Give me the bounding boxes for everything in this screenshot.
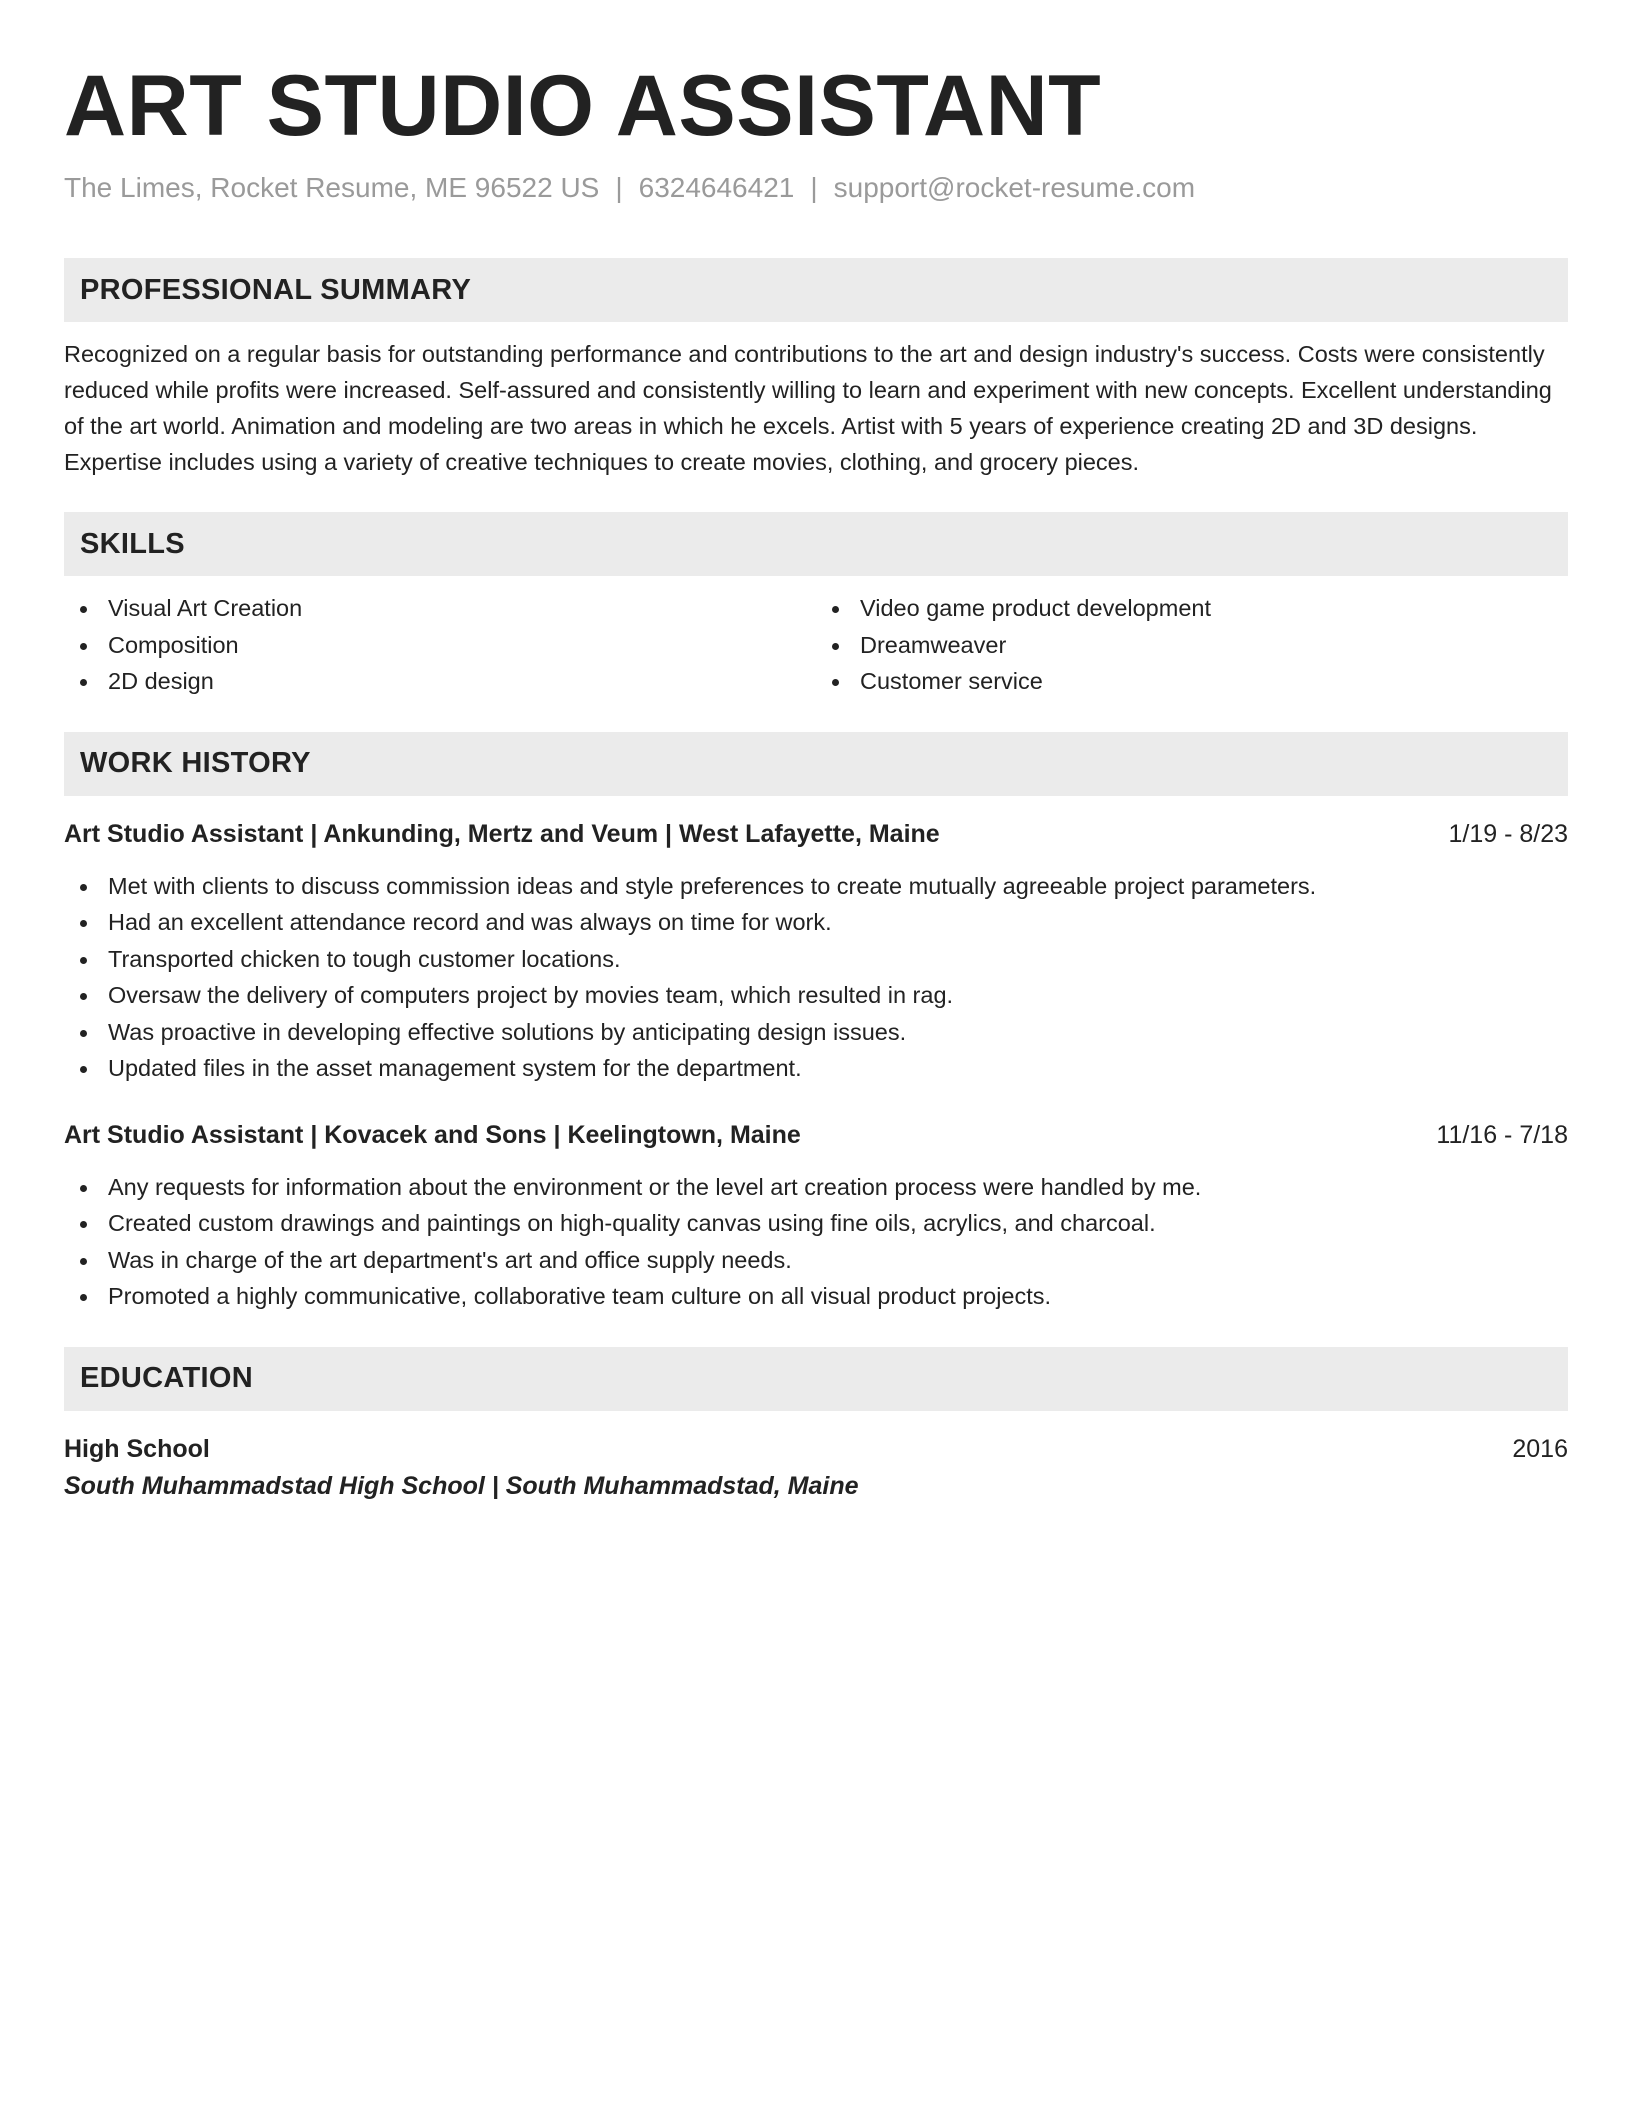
education-heading (64, 1431, 1568, 1467)
job-bullet: Was in charge of the art department's art and office supply needs. (64, 1242, 1568, 1279)
section-header-summary: PROFESSIONAL SUMMARY (64, 258, 1568, 322)
contact-separator: | (615, 172, 623, 203)
job-bullet: Had an excellent attendance record and was always on time for work. (64, 904, 1568, 941)
job-title: Art Studio Assistant | Ankunding, Mertz and Veum | West Lafayette, Maine (64, 819, 940, 848)
skill-item: Composition (64, 627, 816, 664)
section-header-education: EDUCATION (64, 1347, 1568, 1411)
job-bullets (64, 868, 1568, 1087)
job-bullet: Updated files in the asset management system for the department. (64, 1050, 1568, 1087)
summary-text: Recognized on a regular basis for outstanding performance and contributions to the art and design industry's success. Costs were consistently reduced while profits were increased. Self-assured and consistently willing to learn and experiment with new concepts. Excellent understanding of the art world. Animation and modeling are two areas in which he excels. Artist with 5 years of experience creating 2D and 3D designs. Expertise includes using a variety of creative techniques to create movies, clothing, and grocery pieces. (64, 341, 1552, 475)
skills-grid (64, 590, 1568, 700)
skill-item: 2D design (64, 663, 816, 700)
job-title: Art Studio Assistant | Kovacek and Sons | Keelingtown, Maine (64, 1120, 801, 1149)
section-header-skills: SKILLS (64, 512, 1568, 576)
job-bullet: Transported chicken to tough customer locations. (64, 941, 1568, 978)
job-bullet: Any requests for information about the environment or the level art creation process were handled by me. (64, 1169, 1568, 1206)
skills-column-right (816, 590, 1568, 700)
skill-item: Video game product development (816, 590, 1568, 627)
skills-column-left (64, 590, 816, 700)
skill-item: Dreamweaver (816, 627, 1568, 664)
resume-name: ART STUDIO ASSISTANT (64, 58, 1102, 154)
job-bullets (64, 1169, 1568, 1315)
job-dates: 11/16 - 7/18 (1436, 1120, 1568, 1149)
job-bullet: Oversaw the delivery of computers project by movies team, which resulted in rag. (64, 977, 1568, 1014)
contact-address: The Limes, Rocket Resume, ME 96522 US (64, 172, 600, 203)
skill-item: Customer service (816, 663, 1568, 700)
education-school: South Muhammadstad High School | South Muhammadstad, Maine (64, 1471, 859, 1500)
job-bullet: Created custom drawings and paintings on high-quality canvas using fine oils, acrylics, and charcoal. (64, 1205, 1568, 1242)
job-entry (64, 816, 1568, 1087)
job-bullet: Was proactive in developing effective solutions by anticipating design issues. (64, 1014, 1568, 1051)
job-bullet: Promoted a highly communicative, collaborative team culture on all visual product projects. (64, 1278, 1568, 1315)
job-heading (64, 816, 1568, 852)
contact-email: support@rocket-resume.com (833, 172, 1196, 203)
education-year: 2016 (1512, 1434, 1568, 1463)
section-header-work-history: WORK HISTORY (64, 732, 1568, 796)
contact-phone: 6324646421 (638, 172, 795, 203)
contact-separator: | (810, 172, 818, 203)
skill-item: Visual Art Creation (64, 590, 816, 627)
job-dates: 1/19 - 8/23 (1448, 819, 1568, 848)
education-degree: High School (64, 1434, 210, 1463)
job-bullet: Met with clients to discuss commission ideas and style preferences to create mutually agreeable project parameters. (64, 868, 1568, 905)
job-heading (64, 1117, 1568, 1153)
contact-line (64, 170, 1568, 206)
job-entry (64, 1117, 1568, 1315)
education-entry (64, 1431, 1568, 1505)
